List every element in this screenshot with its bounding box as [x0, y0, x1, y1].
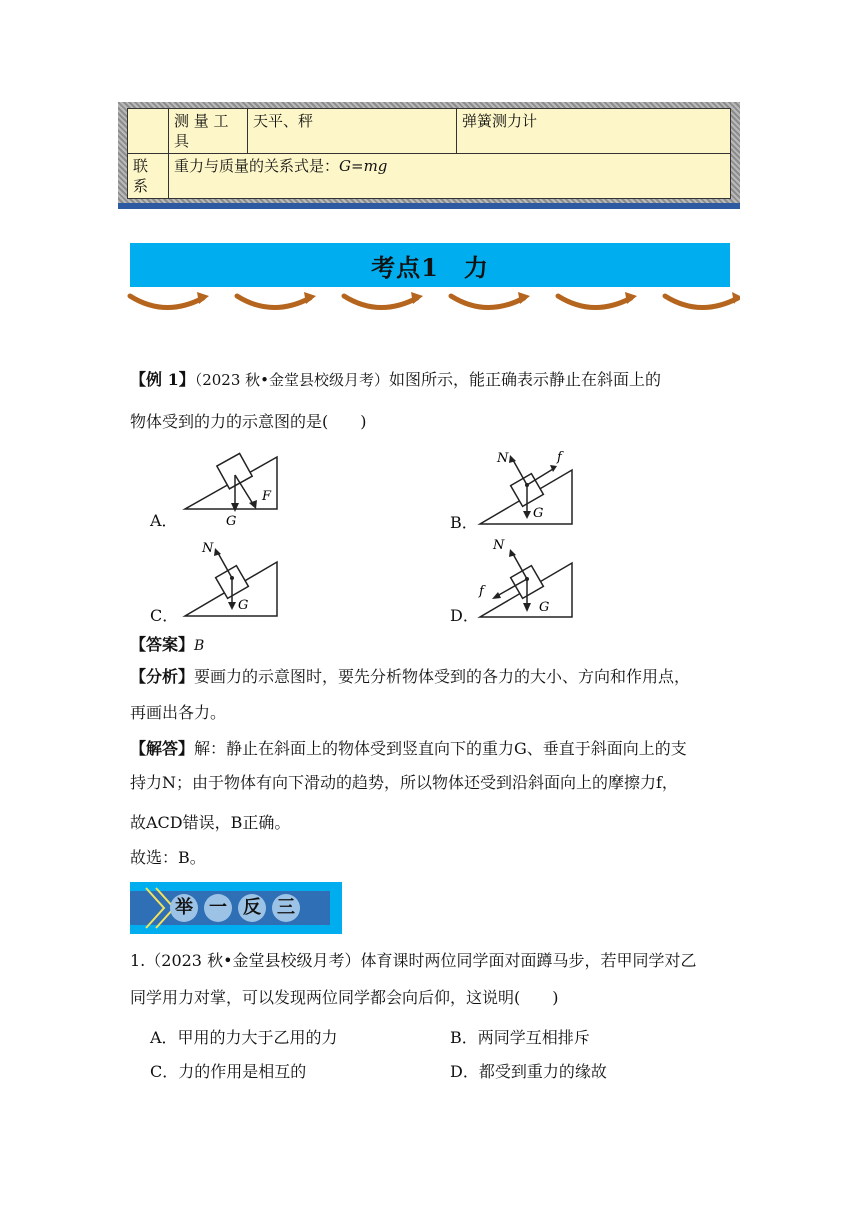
practice-q1-line1: 1.（2023 秋•金堂县校级月考）体育课时两位同学面对面蹲马步，若甲同学对乙: [130, 951, 697, 970]
example-source: （2023 秋•金堂县校级月考）: [194, 371, 390, 389]
solution-line2: 持力N；由于物体有向下滑动的趋势，所以物体还受到沿斜面向上的摩擦力f，: [130, 773, 678, 792]
table-bottom-bar: [118, 203, 740, 209]
example-question-line1: [130, 369, 740, 391]
force-label-f: f: [479, 584, 484, 599]
solution-line1: [130, 738, 740, 760]
option-a-letter: A．: [150, 511, 178, 530]
force-label-n: N: [493, 538, 505, 553]
option-d-diagram: [475, 535, 585, 623]
option-c-letter: C．: [150, 606, 179, 625]
solution-tag: 【解答】: [130, 739, 195, 758]
answer-tag: 【答案】: [130, 635, 195, 654]
example-tag: 【例 1】: [130, 370, 195, 389]
table-cell-label: 测 量 工 具: [169, 109, 248, 154]
solution-line4: 故选：B。: [130, 848, 206, 867]
section-title: 考点1 力: [371, 252, 489, 282]
table-cell-relation: [169, 154, 731, 199]
analysis-line2: 再画出各力。: [130, 703, 227, 722]
practice-option-b: B．两同学互相排斥: [450, 1028, 590, 1047]
table-row: [128, 154, 731, 199]
banner-char: 一: [204, 894, 232, 922]
practice-option-a: A．甲用的力大于乙用的力: [150, 1028, 338, 1047]
table-cell-mass-tool: 天平、秤: [248, 109, 457, 154]
example-question: 如图所示，能正确表示静止在斜面上的: [389, 370, 662, 389]
table-row: [128, 109, 731, 154]
force-label-f: f: [557, 450, 562, 465]
table-cell-label: 联 系: [128, 154, 169, 199]
table-cell-weight-tool: 弹簧测力计: [457, 109, 731, 154]
force-label-g: G: [238, 598, 249, 613]
force-label-g: G: [226, 514, 237, 529]
solution-text: 解：静止在斜面上的物体受到竖直向下的重力G、垂直于斜面向上的支: [194, 739, 687, 758]
force-label-g: G: [539, 600, 550, 615]
practice-q1-line2: 同学用力对掌，可以发现两位同学都会向后仰，这说明( ): [130, 988, 559, 1007]
relation-text: 重力与质量的关系式是：: [174, 157, 340, 175]
banner-char: 三: [272, 894, 300, 922]
relation-formula: G=mg: [339, 157, 388, 175]
practice-banner-text: [170, 894, 300, 922]
practice-option-d: D．都受到重力的缘故: [450, 1062, 607, 1081]
practice-option-c: C．力的作用是相互的: [150, 1062, 307, 1081]
option-b-diagram: [475, 445, 585, 530]
option-c-diagram: [180, 537, 290, 622]
option-b-letter: B．: [450, 513, 478, 532]
analysis-tag: 【分析】: [130, 667, 195, 686]
practice-banner: [130, 882, 342, 934]
example-question-line2: 物体受到的力的示意图的是( ): [130, 412, 367, 431]
analysis-text: 要画力的示意图时，要先分析物体受到的各力的大小、方向和作用点，: [194, 667, 691, 686]
comparison-table: [127, 108, 731, 199]
solution-line3: 故ACD错误，B正确。: [130, 813, 291, 832]
force-label-n: N: [202, 541, 214, 556]
analysis-line1: [130, 666, 740, 688]
answer-line: [130, 634, 204, 657]
table-cell-empty: [128, 109, 169, 154]
banner-char: 举: [170, 894, 198, 922]
decorative-swirls: [125, 288, 740, 320]
answer-value: B: [194, 638, 205, 654]
banner-char: 反: [238, 894, 266, 922]
option-d-letter: D．: [450, 606, 479, 625]
force-label-n: N: [497, 451, 509, 466]
force-label-g: G: [533, 506, 544, 521]
option-a-diagram: [180, 450, 290, 530]
section-banner: [130, 243, 730, 287]
force-label-f: F: [262, 489, 272, 504]
